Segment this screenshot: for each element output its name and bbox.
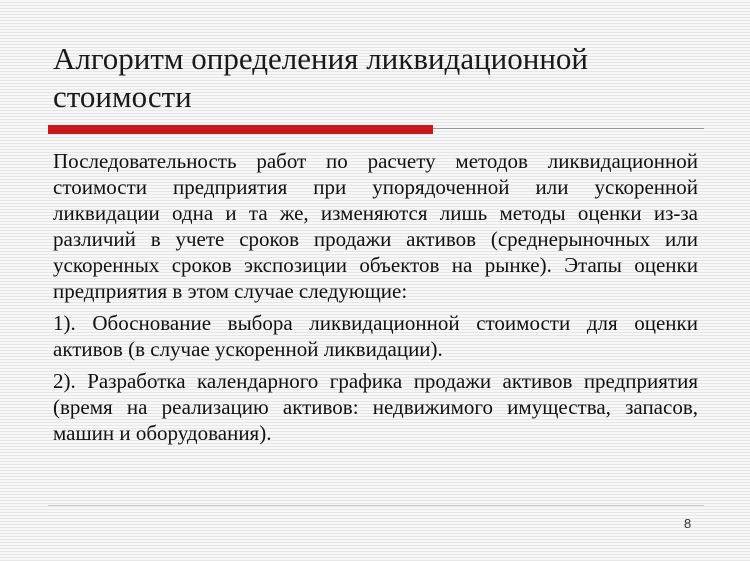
slide-body — [53, 148, 698, 452]
title-accent-bar — [48, 125, 433, 134]
paragraph-intro: Последовательность работ по расчету методов ликвидационной стоимости предприятия при упорядоченной или ускоренной ликвидации одна и та же, изменяются лишь методы оценки из-за различий в учете сроков продажи активов (среднерыночных или ускоренных сроков экспозиции объектов на рынке). Этапы оценки предприятия в этом случае следующие: — [53, 149, 698, 303]
paragraph-step-1: 1). Обоснование выбора ликвидационной стоимости для оценки активов (в случае ускоренной ликвидации). — [53, 311, 698, 361]
slide-title: Алгоритм определения ликвидационной стоимости — [53, 41, 589, 114]
page-number: 8 — [684, 516, 692, 531]
paragraph-step-2: 2). Разработка календарного графика продажи активов предприятия (время на реализацию активов: недвижимого имущества, запасов, машин и оборудования). — [53, 369, 698, 445]
footer-rule — [48, 505, 704, 506]
